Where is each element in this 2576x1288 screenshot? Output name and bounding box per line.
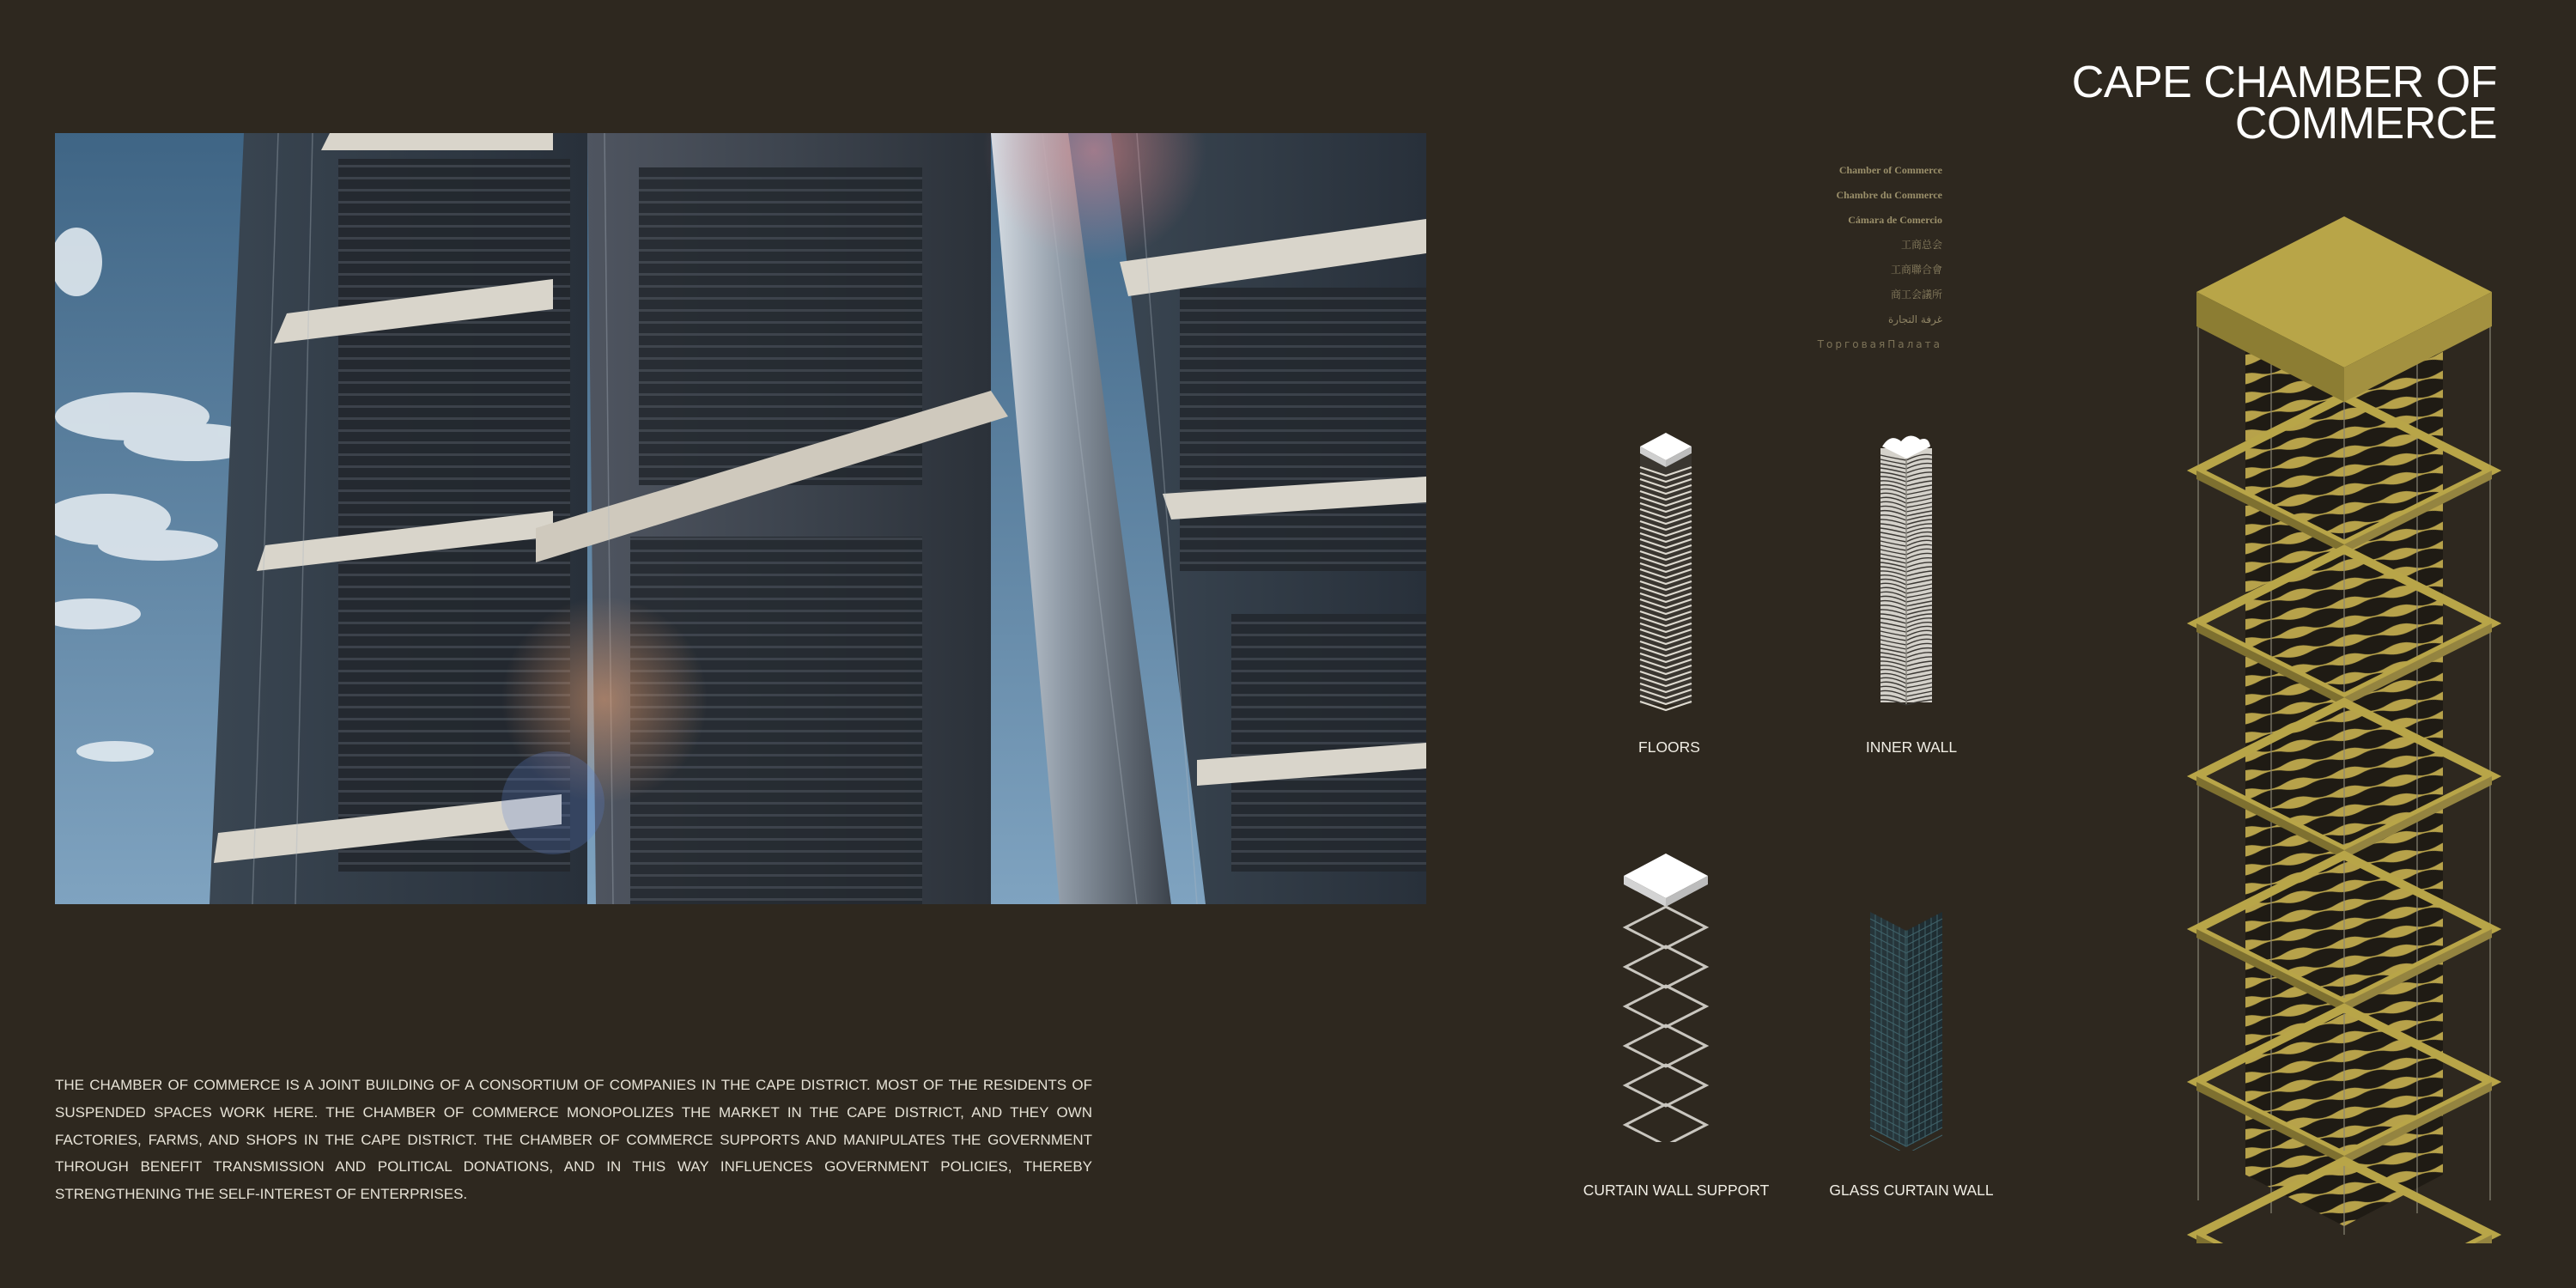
- tower-axonometric-model: [2181, 213, 2507, 1243]
- inner-wall-diagram: [1872, 429, 1941, 713]
- language-name: 工商总会: [1900, 239, 1942, 251]
- language-name: غرفة التجارة: [1888, 313, 1942, 325]
- multilingual-name-list: [1599, 158, 1942, 357]
- glass-curtain-wall-diagram: [1863, 902, 1949, 1151]
- language-name: Cámara de Comercio: [1848, 214, 1942, 226]
- title-line-1: CAPE CHAMBER OF: [2071, 58, 2497, 107]
- page-title: [1896, 58, 2497, 149]
- language-name: Chamber of Commerce: [1838, 164, 1942, 176]
- language-name: 工商聯合會: [1890, 264, 1942, 276]
- floors-label: FLOORS: [1638, 738, 1700, 756]
- glass-curtain-wall-label: GLASS CURTAIN WALL: [1829, 1182, 1994, 1199]
- language-name: Chambre du Commerce: [1836, 189, 1942, 201]
- building-render-image: [55, 133, 1426, 904]
- curtain-wall-support-diagram: [1619, 850, 1713, 1142]
- floors-diagram: [1631, 429, 1700, 713]
- language-name: ТорговаяПалата: [1817, 338, 1942, 350]
- description-paragraph: THE CHAMBER OF COMMERCE IS A JOINT BUILDING OF A CONSORTIUM OF COMPANIES IN THE CAPE DISTRICT. MOST OF THE RESIDENTS OF SUSPENDED SPACES WORK HERE. THE CHAMBER OF COMMERCE MONOPOLIZES THE MARKET IN THE CAPE DISTRICT, AND THEY OWN FACTORIES, FARMS, AND SHOPS IN THE CAPE DISTRICT. THE CHAMBER OF COMMERCE SUPPORTS AND MANIPULATES THE GOVERNMENT THROUGH BENEFIT TRANSMISSION AND POLITICAL DONATIONS, AND IN THIS WAY INFLUENCES GOVERNMENT POLICIES, THEREBY STRENGTHENING THE SELF-INTEREST OF ENTERPRISES.: [55, 1077, 1092, 1203]
- language-name: 商工会議所: [1890, 289, 1942, 301]
- curtain-wall-support-label: CURTAIN WALL SUPPORT: [1583, 1182, 1770, 1199]
- title-line-2: COMMERCE: [2234, 99, 2497, 149]
- inner-wall-label: INNER WALL: [1865, 738, 1958, 756]
